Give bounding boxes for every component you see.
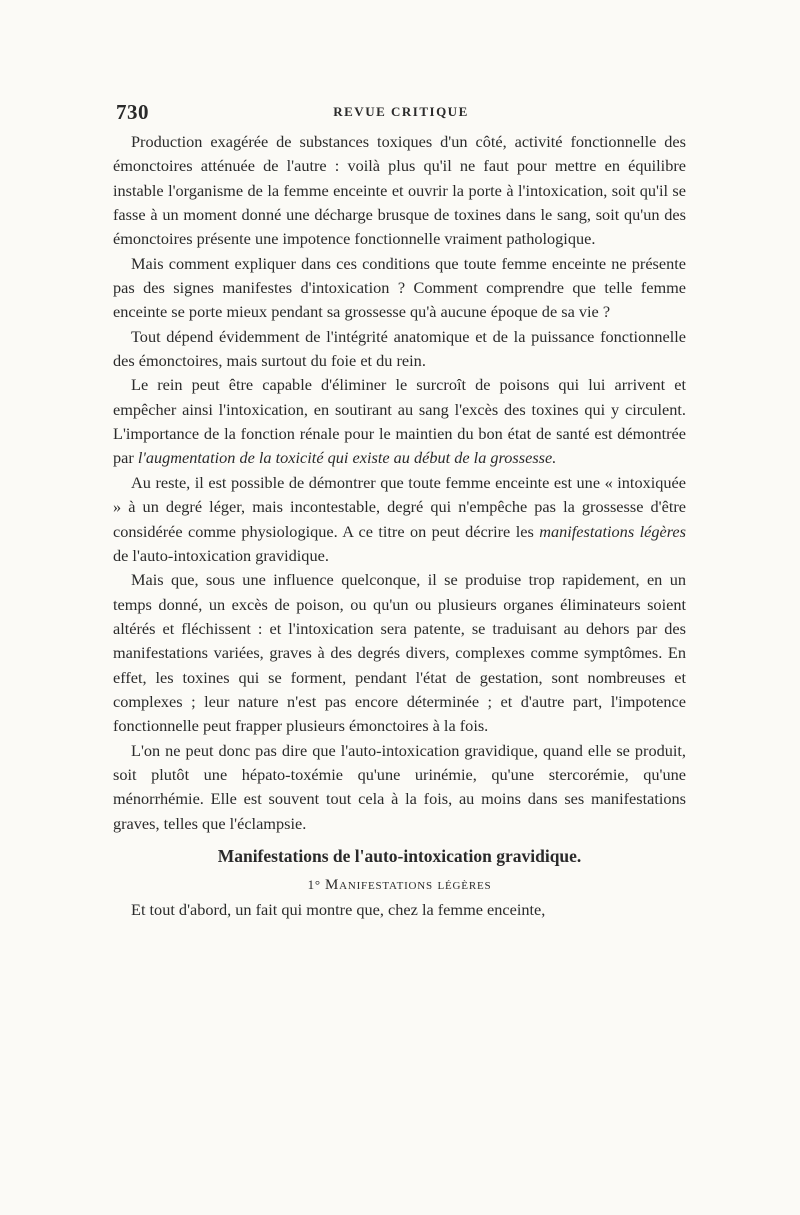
paragraph: Le rein peut être capable d'éliminer le surcroît de poisons qui lui arrivent et empêcher ainsi l'intoxication, en soutirant au sang l'excès des toxines qui y circulent. L'importance de la fonction rénale pour le maintien du bon état de santé est démontrée par l'augmentation de la toxicité qui existe au début de la grossesse. xyxy=(113,375,686,468)
page-number: 730 xyxy=(116,100,149,124)
subsection-title: Manifestations légères xyxy=(324,876,492,893)
section-heading: Manifestations de l'auto-intoxication gravidique. xyxy=(217,845,582,866)
italic-emphasis: l'augmentation de la toxicité qui existe au début de la grossesse. xyxy=(137,448,557,468)
paragraph: Mais que, sous une influence quelconque, il se produise trop rapidement, en un temps donné, un excès de poison, ou qu'un ou plusieurs organes éliminateurs soient altérés et fléchissent : et l'intoxication sera patente, se traduisant au dehors par des manifestations variées, graves à des degrés divers, complexes comme symptômes. En effet, les toxines qui se forment, pendant l'état de gestation, sont nombreuses et complexes ; leur nature n'est pas encore déterminée ; et d'autre part, l'impotence fonctionnelle peut frapper plusieurs émonctoires à la fois. xyxy=(113,570,686,736)
paragraph: Au reste, il est possible de démontrer que toute femme enceinte est une « intoxiquée » à un degré léger, mais incontestable, degré qui n'empêche pas la grossesse d'être considérée comme physiologique. A ce titre on peut décrire les manifestations légères de l'auto-intoxication gravidique. xyxy=(113,472,686,565)
paragraph: Et tout d'abord, un fait qui montre que, chez la femme enceinte, xyxy=(131,899,546,919)
body-text xyxy=(113,130,686,922)
running-title: REVUE CRITIQUE xyxy=(333,104,469,119)
italic-emphasis: manifestations légères xyxy=(539,521,686,541)
page-header xyxy=(116,100,686,126)
paragraph: Production exagérée de substances toxiques d'un côté, activité fonctionnelle des émonctoires atténuée de l'autre : voilà plus qu'il ne faut pour mettre en équilibre instable l'organisme de la femme enceinte et ouvrir la porte à l'intoxication, soit qu'il se fasse à un moment donné une décharge brusque de toxines dans le sang, soit qu'un des émonctoires présente une impotence fonctionnelle vraiment pathologique. xyxy=(113,132,686,249)
paragraph: Mais comment expliquer dans ces conditions que toute femme enceinte ne présente pas des signes manifestes d'intoxication ? Comment comprendre que telle femme enceinte se porte mieux pendant sa grossesse qu'à aucune époque de sa vie ? xyxy=(113,253,686,322)
paragraph: L'on ne peut donc pas dire que l'auto-intoxication gravidique, quand elle se produit, soit plutôt une hépato-toxémie qu'une urinémie, qu'une stercorémie, qu'une ménorrhémie. Elle est souvent tout cela à la fois, au moins dans ses manifestations graves, telles que l'éclampsie. xyxy=(113,740,686,833)
paragraph: Tout dépend évidemment de l'intégrité anatomique et de la puissance fonctionnelle des émonctoires, mais surtout du foie et du rein. xyxy=(113,326,686,371)
subsection-heading xyxy=(113,874,686,896)
subsection-number: 1° xyxy=(307,876,321,892)
